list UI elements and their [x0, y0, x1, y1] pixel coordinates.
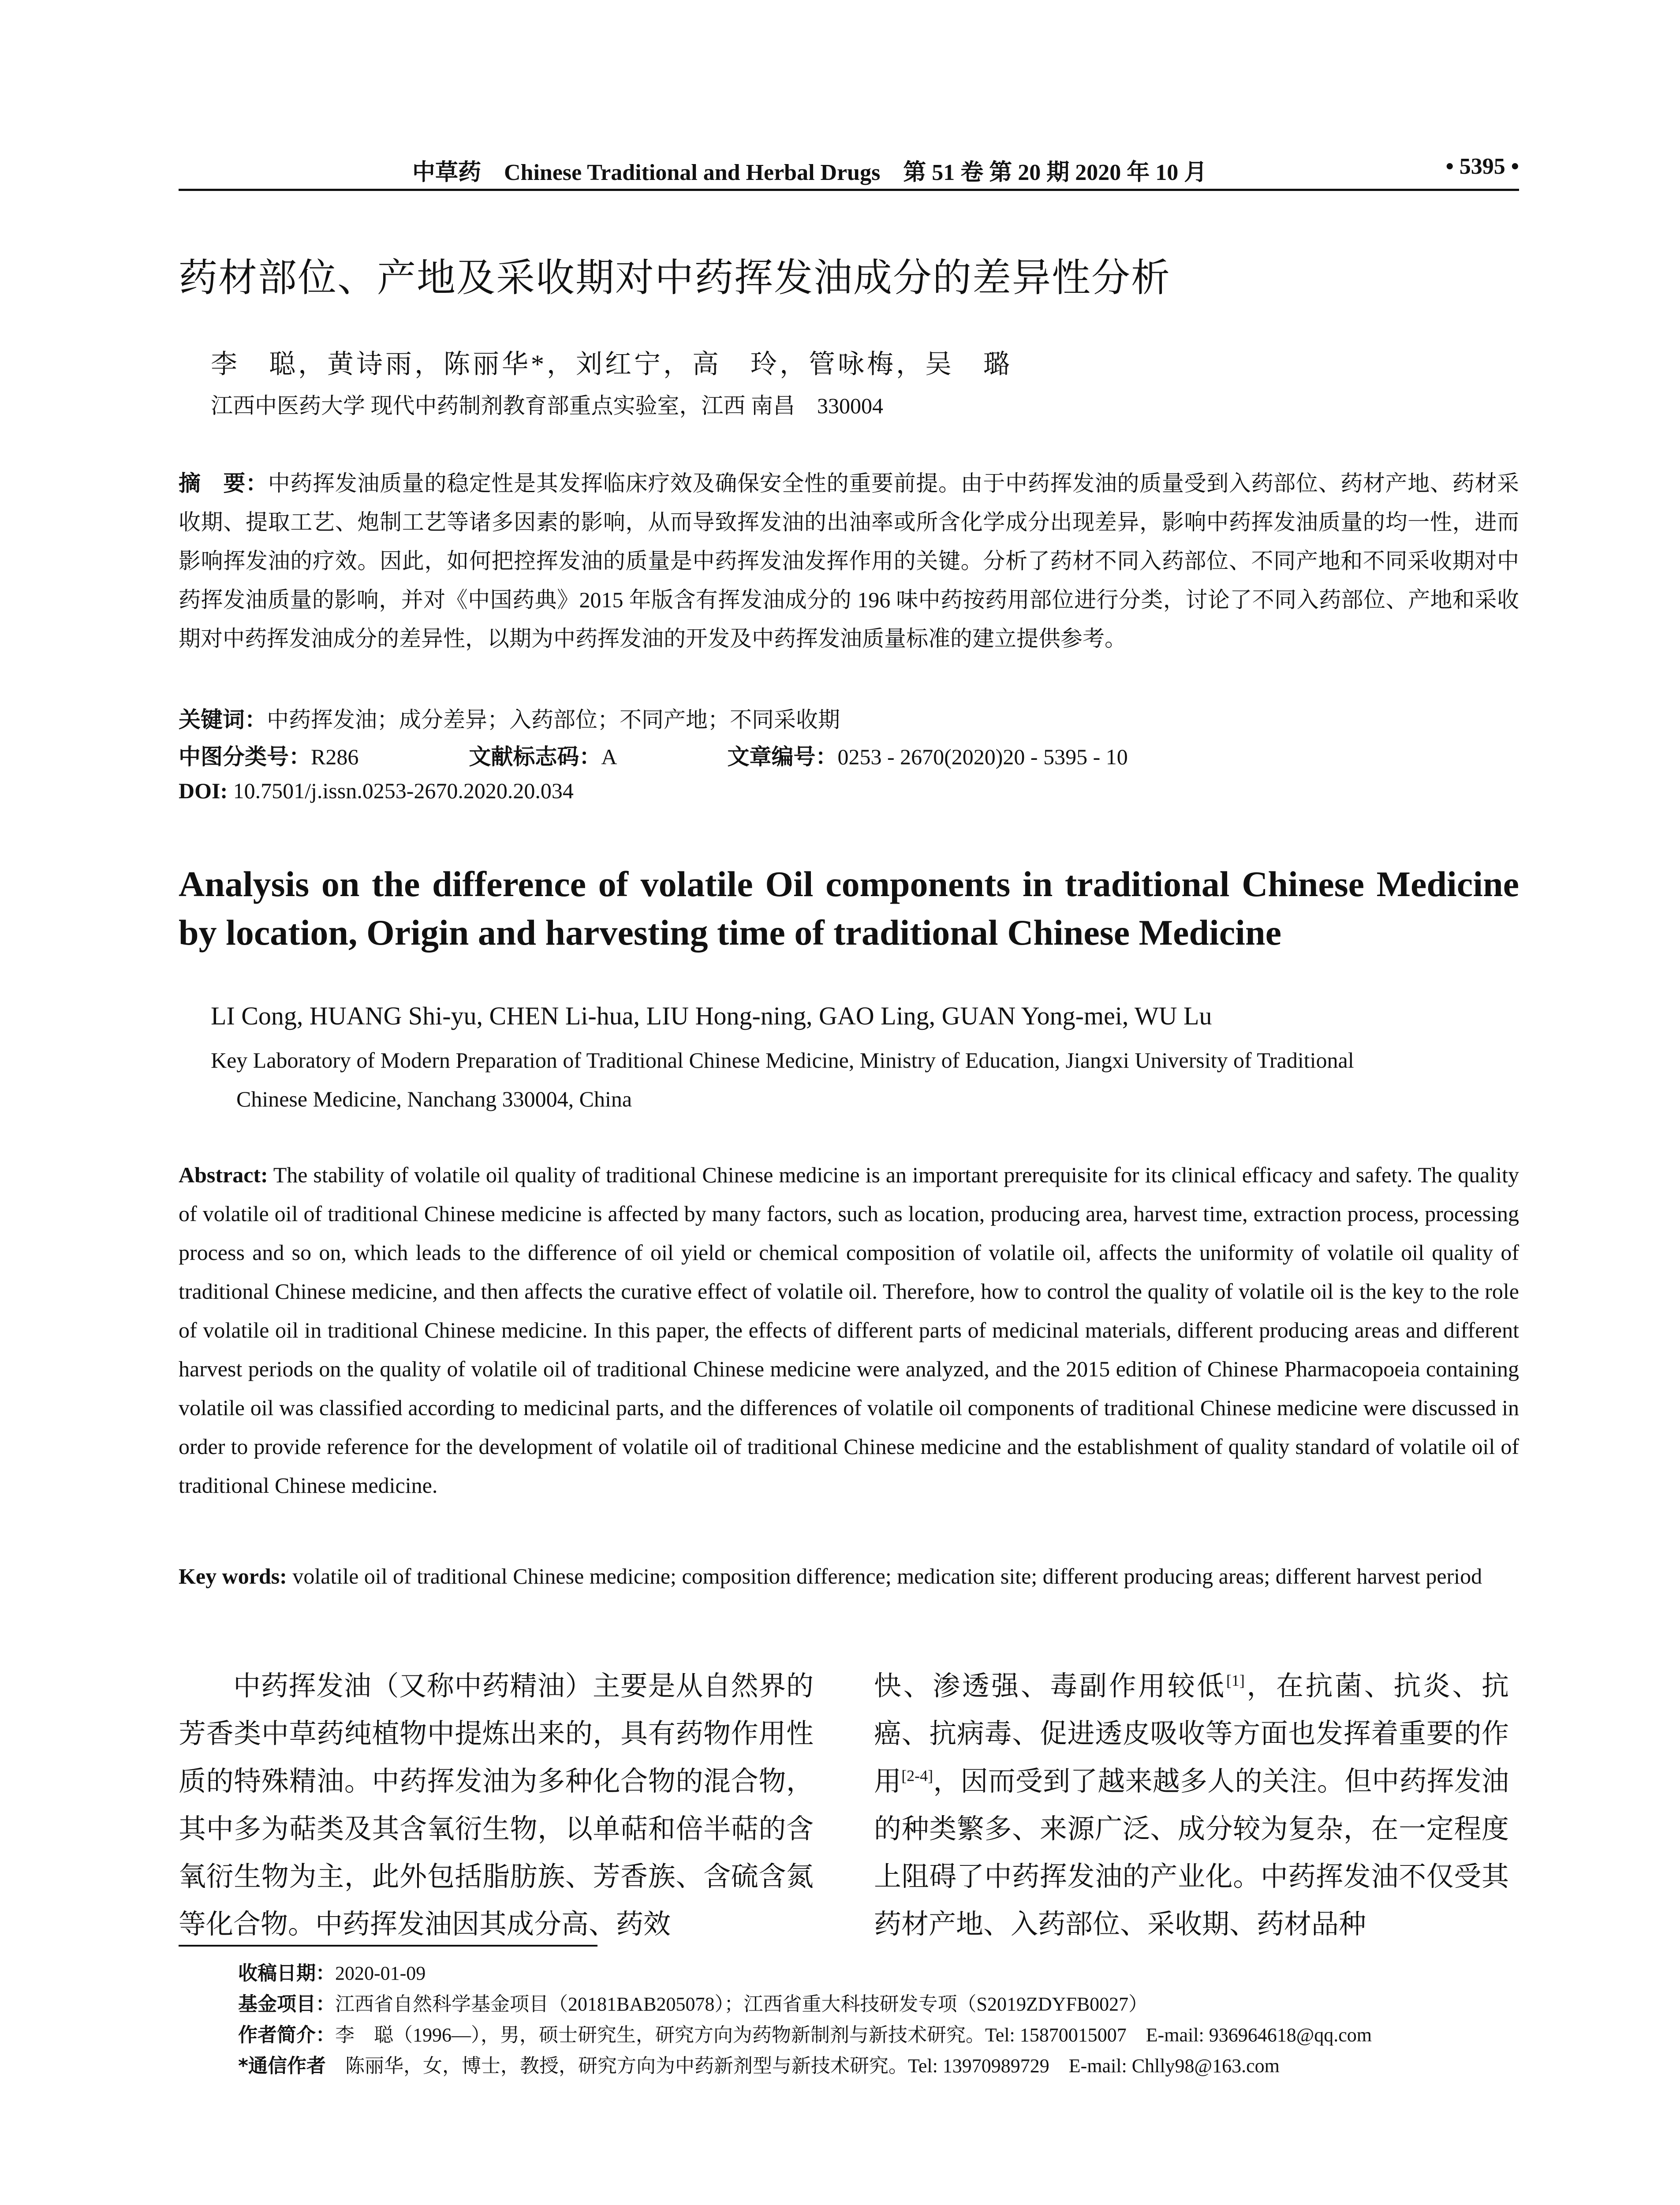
corresponding-text: 陈丽华，女，博士，教授，研究方向为中药新剂型与新技术研究。Tel: 13970989729 E-mail: Chlly98@163.com — [345, 2055, 1280, 2077]
english-keywords-text: volatile oil of traditional Chinese medicine; composition difference; medication site; different producing areas; different harvest period — [292, 1564, 1482, 1588]
doi-line — [179, 778, 1519, 804]
affiliation-line-2: Chinese Medicine, Nanchang 330004, China — [236, 1087, 632, 1111]
citation-ref-2-4[interactable]: [2-4] — [901, 1767, 933, 1785]
page-number: • 5395 • — [1445, 154, 1519, 179]
english-keywords-label: Key words: — [179, 1564, 287, 1588]
body-column-left: 中药挥发油（又称中药精油）主要是从自然界的芳香类中草药纯植物中提炼出来的，具有药物作用性质的特殊精油。中药挥发油为多种化合物的混合物，其中多为萜类及其含氧衍生物，以单萜和倍半萜的含氧衍生物为主，此外包括脂肪族、芳香族、含硫含氮等化合物。中药挥发油因其成分高、药效 — [179, 1671, 814, 1940]
english-abstract — [179, 1155, 1519, 1505]
received-date: 2020-01-09 — [335, 1962, 426, 1984]
corresponding-label: *通信作者 — [238, 2055, 326, 2077]
chinese-keywords — [179, 700, 1519, 739]
english-abstract-label: Abstract: — [179, 1162, 268, 1187]
header-rule — [179, 189, 1519, 191]
article-no-value: 0253 - 2670(2020)20 - 5395 - 10 — [837, 744, 1128, 769]
abstract-text: 中药挥发油质量的稳定性是其发挥临床疗效及确保安全性的重要前提。由于中药挥发油的质量受到入药部位、药材产地、药材采收期、提取工艺、炮制工艺等诸多因素的影响，从而导致挥发油的出油率或所含化学成分出现差异，影响中药挥发油质量的均一性，进而影响挥发油的疗效。因此，如何把控挥发油的质量是中药挥发油发挥作用的关键。分析了药材不同入药部位、不同产地和不同采收期对中药挥发油质量的影响，并对《中国药典》2015 年版含有挥发油成分的 196 味中药按药用部位进行分类，讨论了不同入药部位、产地和采收期对中药挥发油成分的差异性，以期为中药挥发油的开发及中药挥发油质量标准的建立提供参考。 — [179, 471, 1519, 651]
english-authors: LI Cong, HUANG Shi-yu, CHEN Li-hua, LIU Hong-ning, GAO Ling, GUAN Yong-mei, WU Lu — [211, 1002, 1212, 1030]
author-label: 作者简介： — [238, 2024, 335, 2046]
fund-label: 基金项目： — [238, 1993, 335, 2015]
fund-text: 江西省自然科学基金项目（20181BAB205078）；江西省重大科技研发专项（S2019ZDYFB0027） — [335, 1993, 1148, 2015]
footnote-corresponding — [238, 2051, 1519, 2082]
body-text-c: ，因而受到了越来越多人的关注。但中药挥发油的种类繁多、来源广泛、成分较为复杂，在一定程度上阻碍了中药挥发油的产业化。中药挥发油不仅受其药材产地、入药部位、采收期、药材品种 — [874, 1767, 1509, 1940]
chinese-authors: 李 聪，黄诗雨，陈丽华*，刘红宁，高 玲，管咏梅，吴 璐 — [211, 350, 1012, 379]
received-label: 收稿日期： — [238, 1962, 335, 1984]
body-text-a: 快、渗透强、毒副作用较低 — [874, 1671, 1226, 1701]
article-no-label: 文章编号： — [727, 744, 838, 770]
doc-code-value: A — [601, 744, 617, 769]
classification-line — [179, 739, 1519, 771]
footnote-fund — [238, 1989, 1519, 2020]
chinese-title: 药材部位、产地及采收期对中药挥发油成分的差异性分析 — [179, 255, 1171, 300]
chinese-abstract — [179, 464, 1519, 658]
doi-value: 10.7501/j.issn.0253-2670.2020.20.034 — [233, 778, 574, 803]
chinese-affiliation: 江西中医药大学 现代中药制剂教育部重点实验室，江西 南昌 330004 — [211, 393, 883, 418]
journal-line: 中草药 Chinese Traditional and Herbal Drugs 第 51 卷 第 20 期 2020 年 10 月 — [412, 160, 1207, 185]
english-abstract-text: The stability of volatile oil quality of traditional Chinese medicine is an important prerequisite for its clinical efficacy and safety. The quality of volatile oil of traditional Chinese medicine is affected by many factors, such as location, producing area, harvest time, extraction process, processing process and so on, which leads to the difference of oil yield or chemical composition of volatile oil, affects the uniformity of volatile oil quality of traditional Chinese medicine, and then affects the curative effect of volatile oil. Therefore, how to control the quality of volatile oil is the key to the role of volatile oil in traditional Chinese medicine. In this paper, the effects of different parts of medicinal materials, different producing areas and different harvest periods on the quality of volatile oil of traditional Chinese medicine were analyzed, and the 2015 edition of Chinese Pharmacopoeia containing volatile oil was classified according to medicinal parts, and the differences of volatile oil components of traditional Chinese medicine were discussed in order to provide reference for the development of volatile oil of traditional Chinese medicine and the establishment of quality standard of volatile oil of traditional Chinese medicine. — [179, 1162, 1519, 1498]
body-text-b: ，在抗菌、抗炎、抗癌、抗病毒、促进透皮吸收等方面也发挥着重要的作用 — [874, 1671, 1509, 1797]
abstract-label: 摘 要： — [179, 471, 268, 496]
citation-ref-1[interactable]: [1] — [1226, 1671, 1245, 1689]
running-header — [179, 149, 1519, 189]
english-keywords — [179, 1557, 1519, 1596]
doc-code-label: 文献标志码： — [469, 744, 601, 770]
author-text: 李 聪（1996—），男，硕士研究生，研究方向为药物新制剂与新技术研究。Tel: 15870015007 E-mail: 936964618@qq.com — [335, 2024, 1372, 2046]
affiliation-line-1: Key Laboratory of Modern Preparation of Traditional Chinese Medicine, Ministry of Education, Jiangxi University of Traditional — [211, 1048, 1354, 1073]
footnotes — [238, 1958, 1519, 2082]
footnote-received — [238, 1958, 1519, 1989]
footnote-author — [238, 2020, 1519, 2051]
english-affiliation — [211, 1041, 1519, 1118]
keywords-label: 关键词： — [179, 707, 267, 733]
keywords-text: 中药挥发油；成分差异；入药部位；不同产地；不同采收期 — [267, 707, 840, 732]
english-title: Analysis on the difference of volatile Oil components in traditional Chinese Medicine by location, Origin and harvesting time of traditional Chinese Medicine — [179, 864, 1519, 953]
footnote-rule — [179, 1945, 597, 1947]
clc-label: 中图分类号： — [179, 744, 311, 770]
doi-label: DOI: — [179, 778, 228, 803]
body-column-right — [874, 1663, 1509, 1948]
clc-value: R286 — [311, 744, 359, 769]
